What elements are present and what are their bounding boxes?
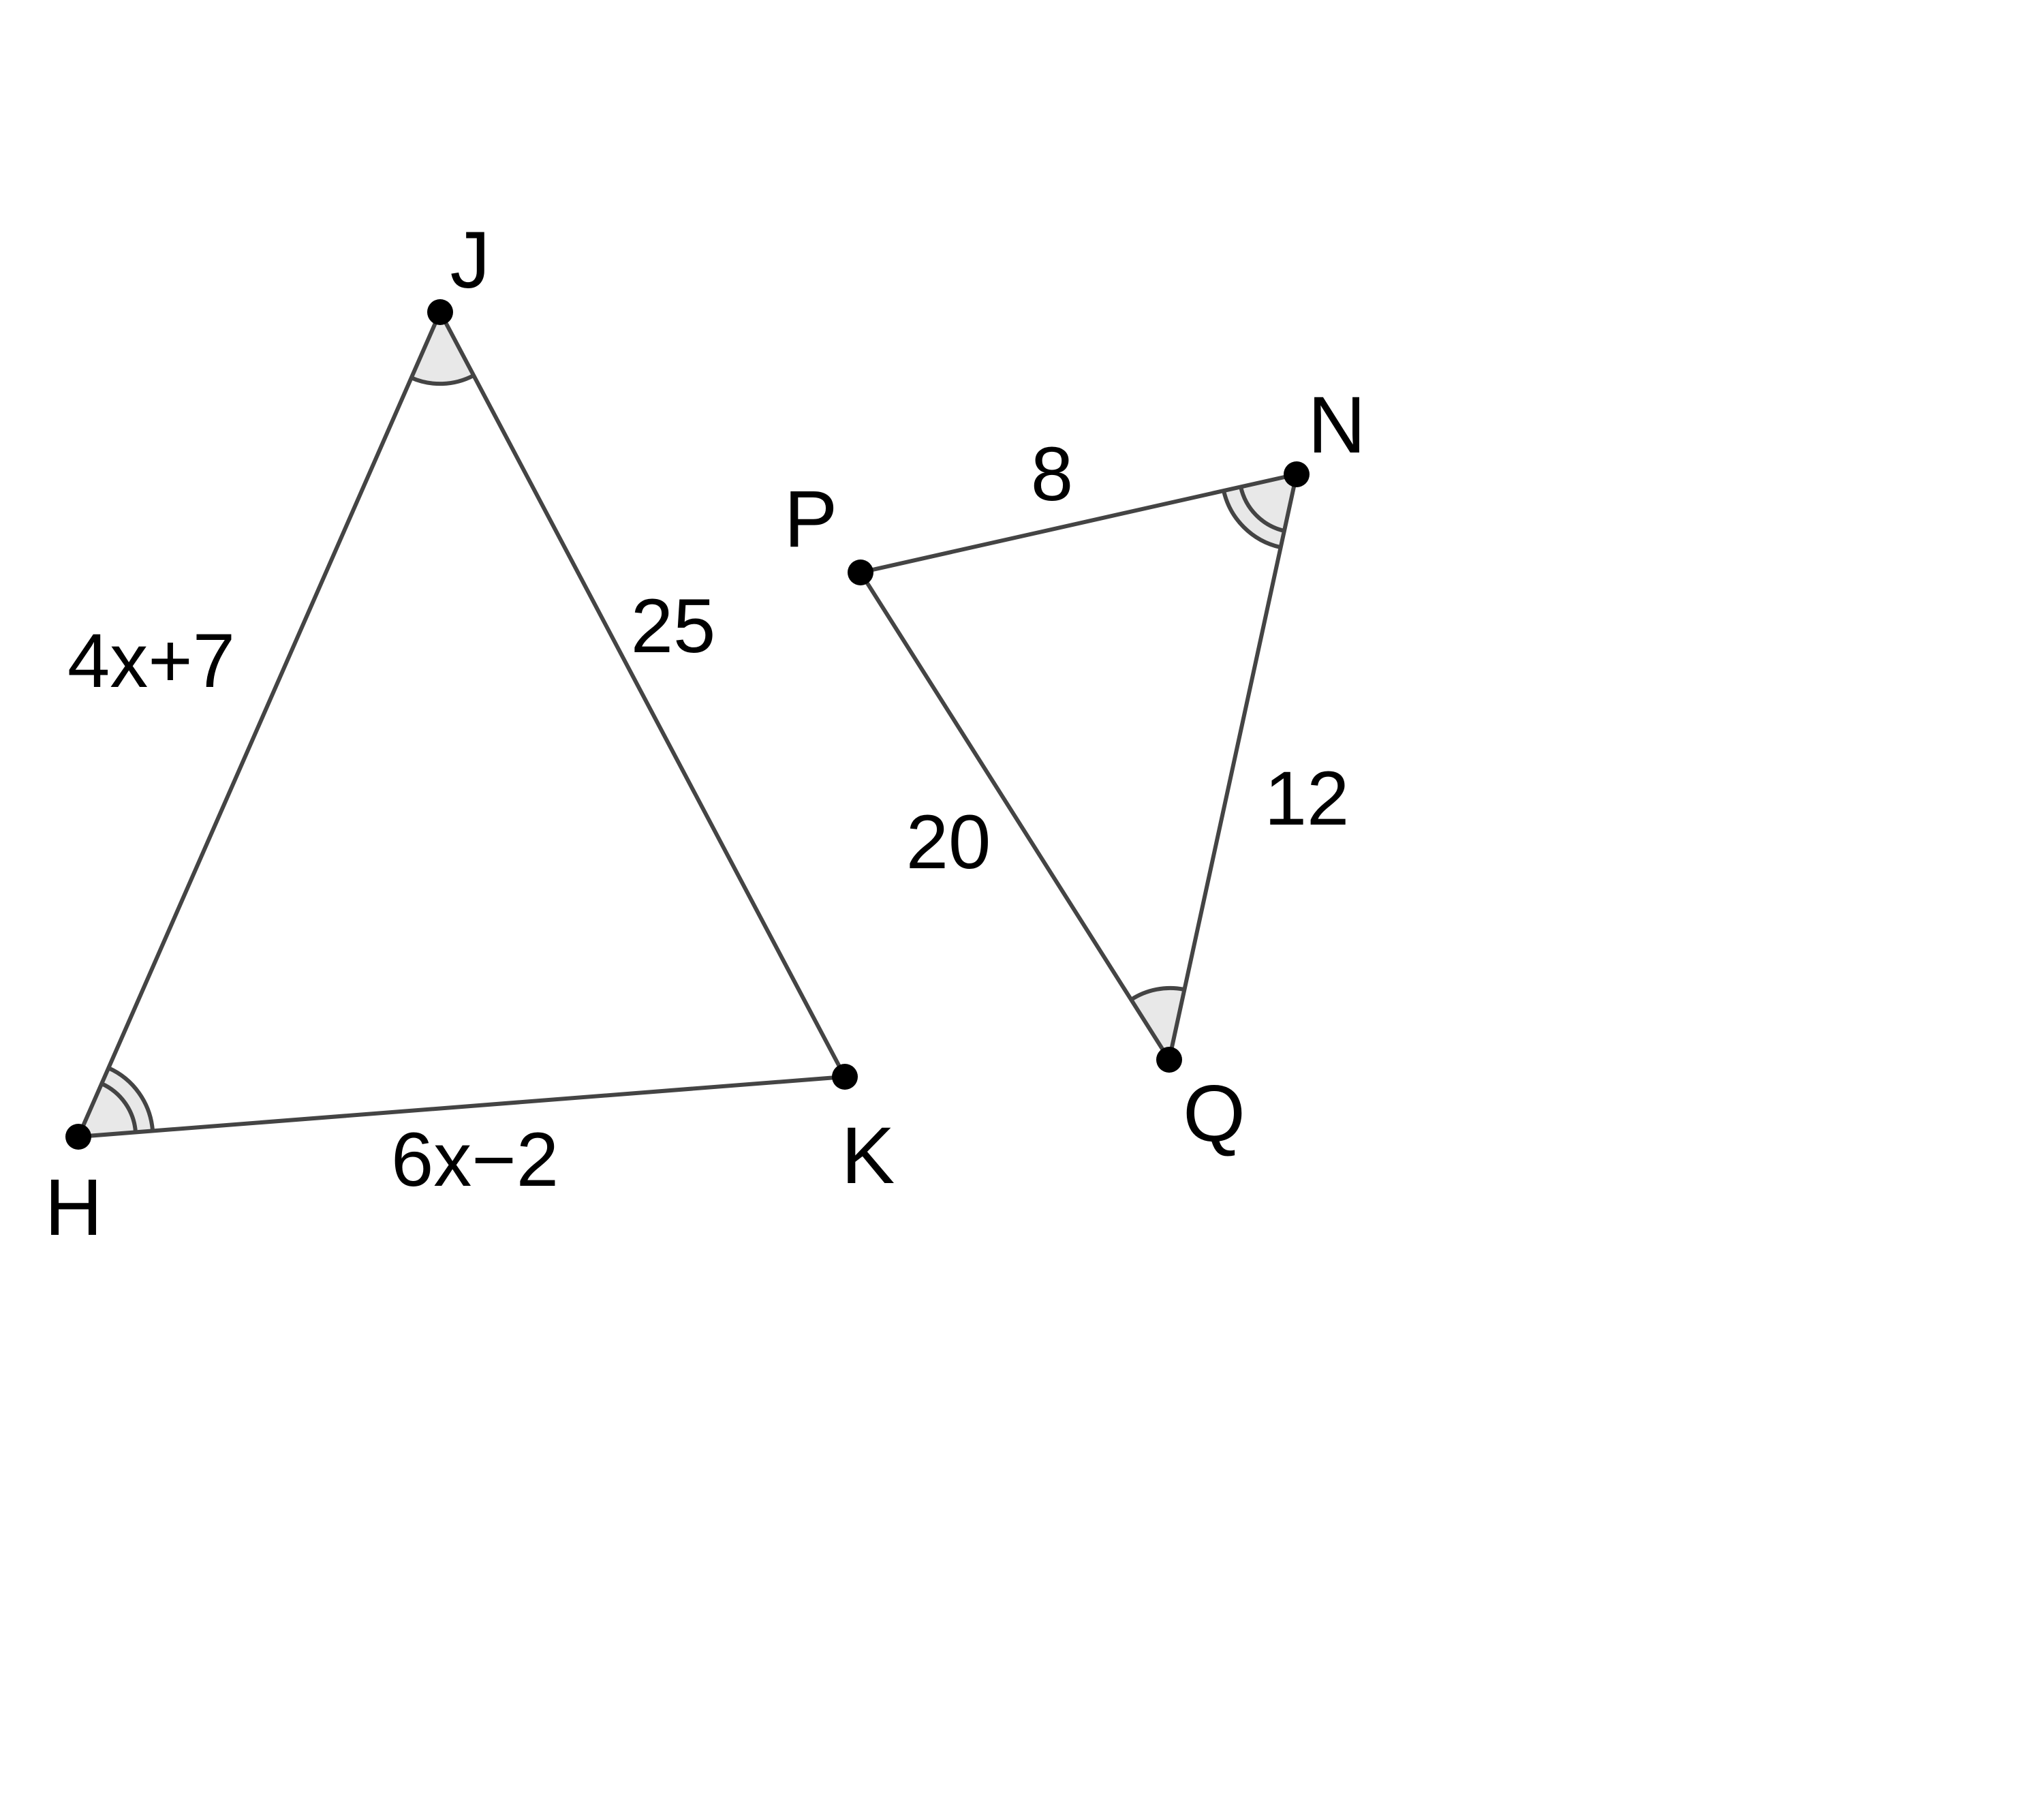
side-pn (861, 474, 1297, 572)
vertex-label-k: K (841, 1111, 895, 1201)
vertex-label-j: J (450, 215, 491, 305)
vertex-n-point (1284, 461, 1310, 487)
side-hj (78, 312, 440, 1137)
vertex-q-point (1156, 1047, 1182, 1073)
angle-mark-n (1224, 474, 1297, 547)
side-label-hk: 6x−2 (391, 1117, 559, 1202)
triangle-hjk (44, 215, 895, 1253)
side-label-jk: 25 (630, 583, 716, 669)
vertex-label-h: H (44, 1163, 103, 1253)
side-label-pn: 8 (1030, 431, 1074, 517)
vertex-p-point (848, 560, 873, 585)
vertex-k-point (832, 1064, 858, 1090)
vertex-label-n: N (1307, 380, 1366, 470)
triangle-pnq (784, 380, 1366, 1159)
side-label-hj: 4x+7 (67, 618, 235, 703)
side-label-pq: 20 (905, 799, 991, 885)
angle-mark-h (78, 1068, 153, 1137)
side-label-nq: 12 (1264, 756, 1350, 841)
vertex-j-point (427, 299, 453, 325)
vertex-label-p: P (784, 474, 838, 564)
side-jk (440, 312, 845, 1077)
vertex-label-q: Q (1183, 1069, 1245, 1159)
vertex-h-point (65, 1124, 91, 1150)
